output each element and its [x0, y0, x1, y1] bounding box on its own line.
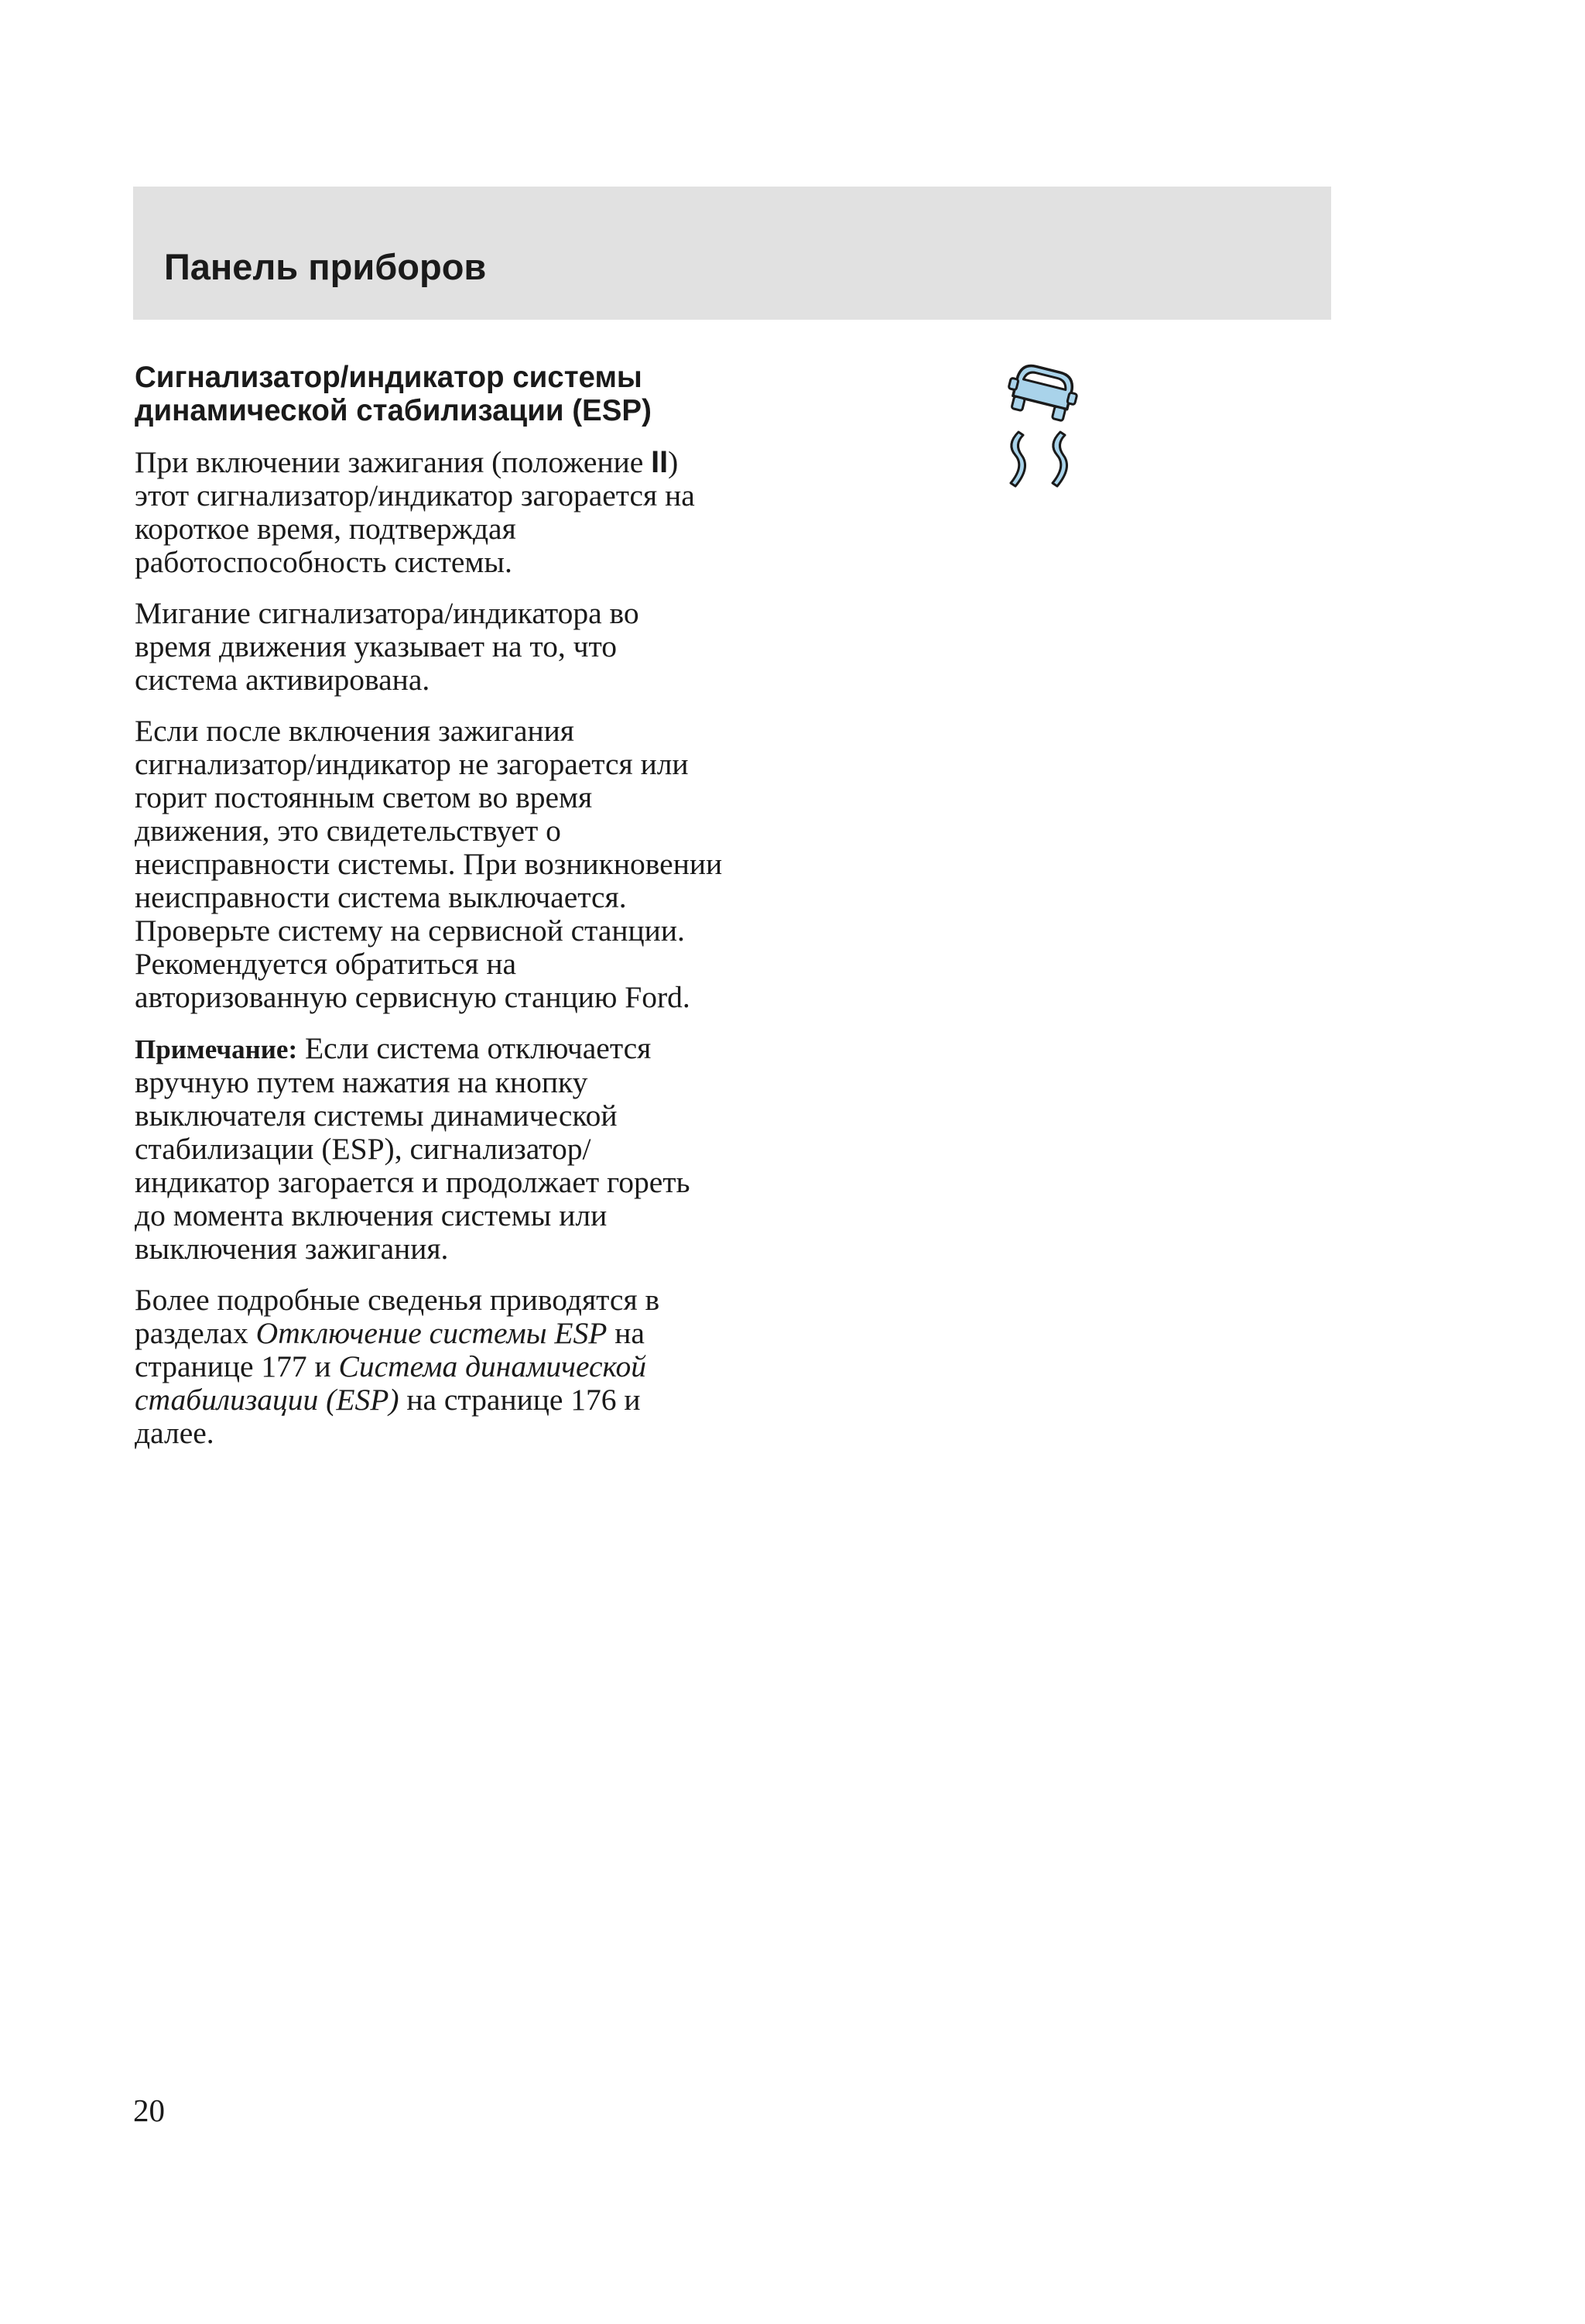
- paragraph-note: [135, 1032, 723, 1266]
- p1-before: При включении зажигания (положение: [135, 445, 652, 479]
- content-column: [135, 361, 723, 1468]
- paragraph-malfunction: Если после включения зажигания сигнализатор/индикатор не загорается или горит постоянным светом во время движения, это свидетельствует о неисправности системы. При возникновении неисправности система выключается. Проверьте систему на сервисной станции. Рекомендуется обратиться на авторизованную сервисную станцию Ford.: [135, 714, 723, 1014]
- reference-esp-off: Отключение системы ESP: [255, 1316, 608, 1350]
- p5-b: на странице 177 и: [135, 1316, 645, 1383]
- p5-a: Более подробные сведенья приводятся в разделах: [135, 1283, 660, 1350]
- page-title: Панель приборов: [164, 246, 487, 287]
- note-label: Примечание:: [135, 1034, 298, 1064]
- paragraph-ignition: [135, 446, 723, 579]
- header-band: [133, 187, 1331, 320]
- p1-after: ) этот сигнализатор/индикатор загорается на короткое время, подтверждая работоспособность системы.: [135, 445, 695, 579]
- paragraph-references: [135, 1284, 723, 1450]
- skidding-car-icon: [1004, 362, 1081, 423]
- skid-mark-left: [1011, 432, 1025, 486]
- esp-warning-icon: [998, 361, 1083, 492]
- note-text: Если система отключается вручную путем нажатия на кнопку выключателя системы динамической стабилизации (ESP), сигнализатор/индикатор загорается и продолжает гореть до момента включения системы или выключения зажигания.: [135, 1031, 690, 1266]
- page-number: 20: [133, 2093, 165, 2128]
- section-heading: Сигнализатор/индикатор системы динамической стабилизации (ESP): [135, 361, 652, 427]
- p5-c: на странице 176 и далее.: [135, 1383, 641, 1450]
- skid-mark-right: [1053, 432, 1067, 486]
- reference-esp-system: Система динамической стабилизации (ESP): [135, 1349, 646, 1417]
- ignition-position: II: [651, 445, 669, 479]
- paragraph-flashing: Мигание сигнализатора/индикатора во время движения указывает на то, что система активирована.: [135, 596, 639, 697]
